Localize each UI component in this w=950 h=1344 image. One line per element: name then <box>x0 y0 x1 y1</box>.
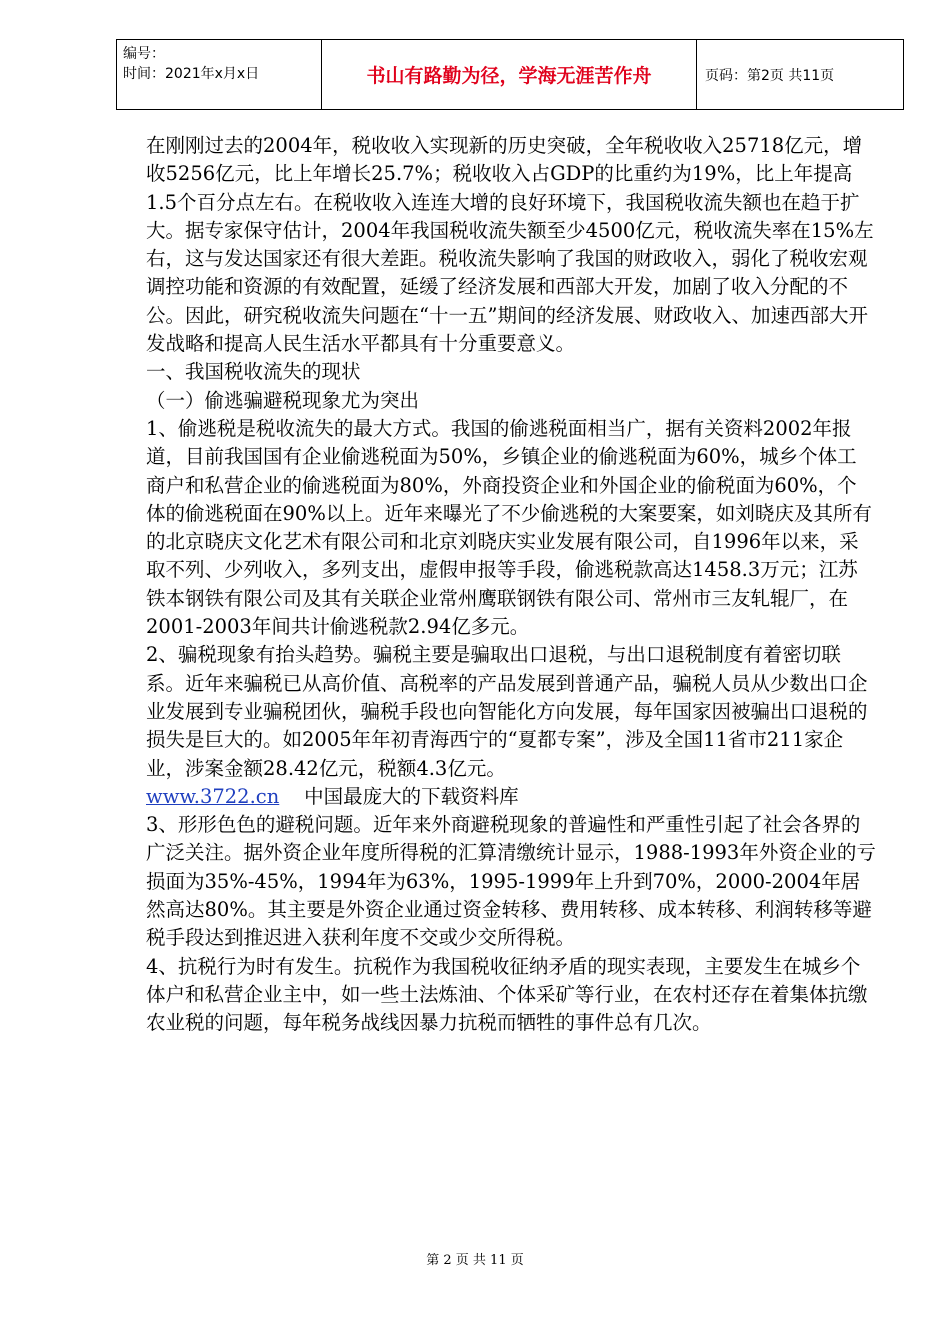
header-table <box>116 39 904 110</box>
page-footer: 第 2 页 共 11 页 <box>426 1253 524 1268</box>
subsection-heading: （一）偷逃骗避税现象尤为突出 <box>146 388 420 412</box>
link-line <box>146 783 876 811</box>
paragraph-tax-resistance: 4、抗税行为时有发生。抗税作为我国税收征纳矛盾的现实表现，主要发生在城乡个体户和私营企业主中，如一些土法炼油、个体采矿等行业，在农村还存在着集体抗缴农业税的问题，每年税务战线因暴力抗税而牺牲的事件总有几次。 <box>146 954 868 1035</box>
doc-time-label: 时间：2021年x月x日 <box>123 66 260 82</box>
header-motto: 书山有路勤为径，学海无涯苦作舟 <box>322 40 697 110</box>
document-body <box>146 132 876 1038</box>
site-link[interactable]: www.3722.cn <box>146 784 280 808</box>
paragraph-tax-avoidance: 3、形形色色的避税问题。近年来外商避税现象的普遍性和严重性引起了社会各界的广泛关注。据外资企业年度所得税的汇算清缴统计显示，1988-1993年外资企业的亏损面为35%-45%，1994年为63%，1995-1999年上升到70%，2000-2004年居然高达80%。其主要是外资企业通过资金转移、费用转移、成本转移、利润转移等避税手段达到推迟进入获利年度不交或少交所得税。 <box>146 813 876 950</box>
site-link-caption: 中国最庞大的下载资料库 <box>304 784 519 808</box>
header-meta <box>117 40 322 110</box>
paragraph-tax-evasion: 1、偷逃税是税收流失的最大方式。我国的偷逃税面相当广，据有关资料2002年报道，目前我国国有企业偷逃税面为50%，乡镇企业的偷逃税面为60%，城乡个体工商户和私营企业的偷逃税面为80%，外商投资企业和外国企业的偷税面为60%，个体的偷逃税面在90%以上。近年来曝光了不少偷逃税的大案要案，如刘晓庆及其所有的北京晓庆文化艺术有限公司和北京刘晓庆实业发展有限公司，自1996年以来，采取不列、少列收入，多列支出，虚假申报等手段，偷逃税款高达1458.3万元；江苏铁本钢铁有限公司及其有关联企业常州鹰联钢铁有限公司、常州市三友轧辊厂，在2001-2003年间共计偷逃税款2.94亿多元。 <box>146 416 872 639</box>
doc-number-label: 编号： <box>123 46 165 62</box>
intro-paragraph: 在刚刚过去的2004年，税收收入实现新的历史突破，全年税收收入25718亿元，增收5256亿元，比上年增长25.7%；税收收入占GDP的比重约为19%，比上年提高1.5个百分点左右。在税收收入连连大增的良好环境下，我国税收流失额也在趋于扩大。据专家保守估计，2004年我国税收流失额至少4500亿元，税收流失率在15%左右，这与发达国家还有很大差距。税收流失影响了我国的财政收入，弱化了税收宏观调控功能和资源的有效配置，延缓了经济发展和西部大开发，加剧了收入分配的不公。因此，研究税收流失问题在“十一五”期间的经济发展、财政收入、加速西部大开发战略和提高人民生活水平都具有十分重要意义。 <box>146 134 874 356</box>
paragraph-tax-fraud: 2、骗税现象有抬头趋势。骗税主要是骗取出口退税，与出口退税制度有着密切联系。近年来骗税已从高价值、高税率的产品发展到普通产品，骗税人员从少数出口企业发展到专业骗税团伙，骗税手段也向智能化方向发展，每年国家因被骗出口退税的损失是巨大的。如2005年年初青海西宁的“夏都专案”，涉及全国11省市211家企业，涉案金额28.42亿元，税额4.3亿元。 <box>146 643 868 780</box>
section-heading: 一、我国税收流失的现状 <box>146 360 361 384</box>
header-page-label: 页码：第2页 共11页 <box>697 40 904 110</box>
